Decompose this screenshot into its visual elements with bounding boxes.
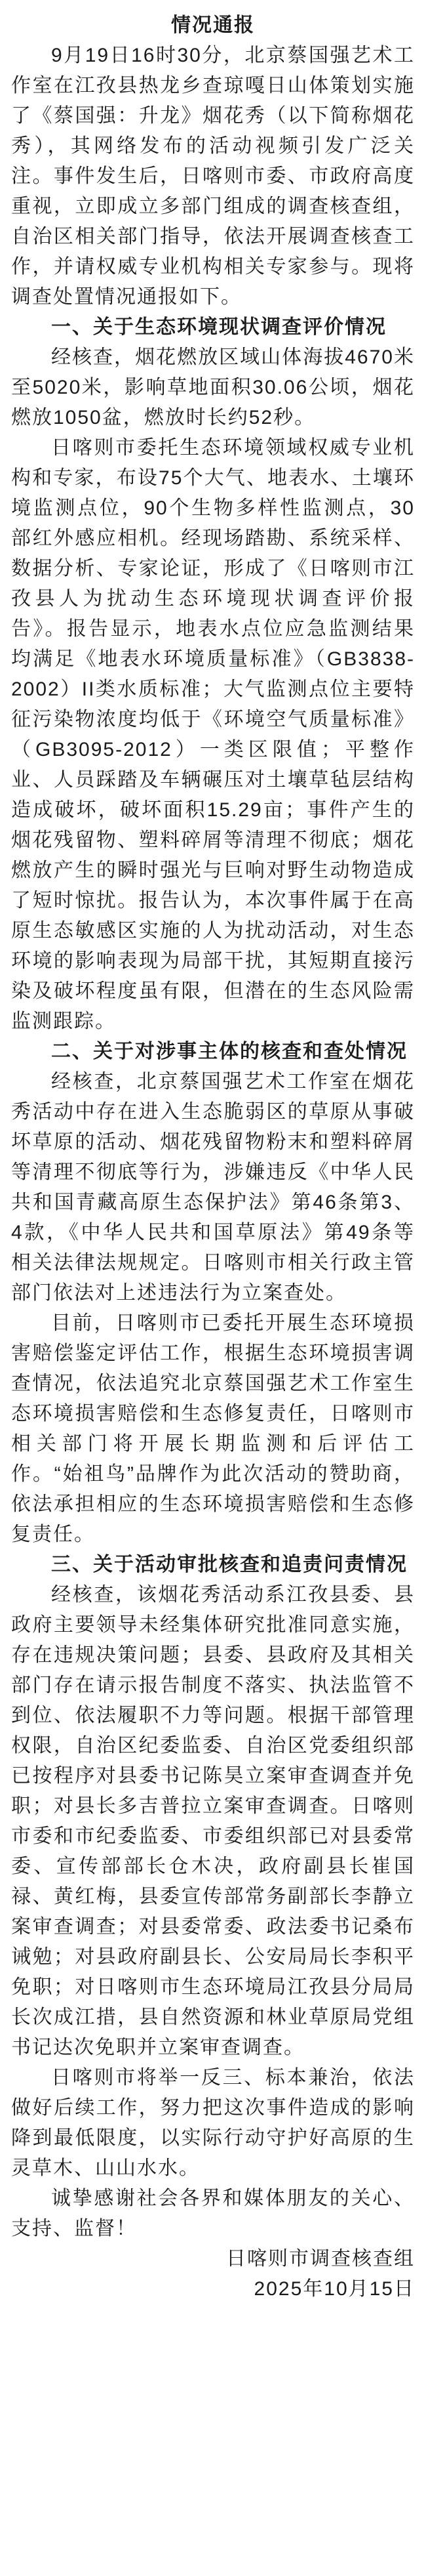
section-2-paragraph-1: 经核查，北京蔡国强艺术工作室在烟花秀活动中存在进入生态脆弱区的草原从事破坏草原的活动、烟花残留物粉末和塑料碎屑等清理不彻底等行为，涉嫌违反《中华人民共和国青藏高原生态保护法》第46条第3、4款，《中华人民共和国草原法》第49条等相关法律法规规定。日喀则市相关行政主管部门依法对上述违法行为立案查处。 [11,1071,415,1304]
intro-paragraph: 9月19日16时30分，北京蔡国强艺术工作室在江孜县热龙乡查琼嘎日山体策划实施了《蔡国强：升龙》烟花秀（以下简称烟花秀），其网络发布的活动视频引发广泛关注。事件发生后，日喀则市委、市政府高度重视，立即成立多部门组成的调查核查组，自治区相关部门指导，依法开展调查核查工作，并请权威专业机构相关专家参与。现将调查处置情况通报如下。 [11,45,415,308]
section-3-heading: 三、关于活动审批核查和追责问责情况 [51,1554,408,1575]
notice-title: 情况通报 [171,14,255,36]
section-2-paragraph-2: 目前，日喀则市已委托开展生态环境损害赔偿鉴定评估工作，根据生态环境损害调查情况，依法追究北京蔡国强艺术工作室生态环境损害赔偿和生态修复责任，日喀则市相关部门将开展长期监测和后评估工作。“始祖鸟”品牌作为此次活动的赞助商，依法承担相应的生态环境损害赔偿和生态修复责任。 [11,1312,415,1545]
section-3-paragraph-2: 日喀则市将举一反三、标本兼治，依法做好后续工作，努力把这次事件造成的影响降到最低限度，以实际行动守护好高原的生灵草木、山山水水。 [11,2067,415,2179]
section-1-heading: 一、关于生态环境现状调查评价情况 [51,316,387,338]
section-2-heading: 二、关于对涉事主体的核查和查处情况 [51,1041,408,1062]
signature-org: 日喀则市调查核查组 [226,2248,415,2270]
closing-paragraph: 诚挚感谢社会各界和媒体朋友的关心、支持、监督！ [11,2188,415,2239]
section-3-paragraph-1: 经核查，该烟花秀活动系江孜县委、县政府主要领导未经集体研究批准同意实施，存在违规决策问题；县委、县政府及其相关部门存在请示报告制度不落实、执法监管不到位、依法履职不力等问题。根据干部管理权限，自治区纪委监委、自治区党委组织部已按程序对县委书记陈昊立案审查调查并免职；对县长多吉普拉立案审查调查。日喀则市委和市纪委监委、市委组织部已对县委常委、宣传部部长仓木决，政府副县长崔国禄、黄红梅，县委宣传部常务副部长李静立案审查调查；对县委常委、政法委书记桑布诫勉；对县政府副县长、公安局局长李积平免职；对日喀则市生态环境局江孜县分局局长次成江措，县自然资源和林业草原局党组书记达次免职并立案审查调查。 [11,1584,415,2058]
signature-block [11,2244,415,2304]
section-1-paragraph-2: 日喀则市委托生态环境领域权威专业机构和专家，布设75个大气、地表水、土壤环境监测点位，90个生物多样性监测点，30部红外感应相机。经现场踏勘、系统采样、数据分析、专家论证，形成了《日喀则市江孜县人为扰动生态环境现状调查评价报告》。报告显示，地表水点位应急监测结果均满足《地表水环境质量标准》（GB3838-2002）II类水质标准；大气监测点位主要特征污染物浓度均低于《环境空气质量标准》（GB3095-2012）一类区限值；平整作业、人员踩踏及车辆碾压对土壤草毡层结构造成破坏，破坏面积15.29亩；事件产生的烟花残留物、塑料碎屑等清理不彻底；烟花燃放产生的瞬时强光与巨响对野生动物造成了短时惊扰。报告认为，本次事件属于在高原生态敏感区实施的人为扰动活动，对生态环境的影响表现为局部干扰，其短期直接污染及破坏程度虽有限，但潜在的生态风险需监测跟踪。 [11,437,415,1032]
signature-date: 2025年10月15日 [254,2278,415,2300]
section-1-paragraph-1: 经核查，烟花燃放区域山体海拔4670米至5020米，影响草地面积30.06公顷，烟花燃放1050盆，燃放时长约52秒。 [11,346,415,428]
